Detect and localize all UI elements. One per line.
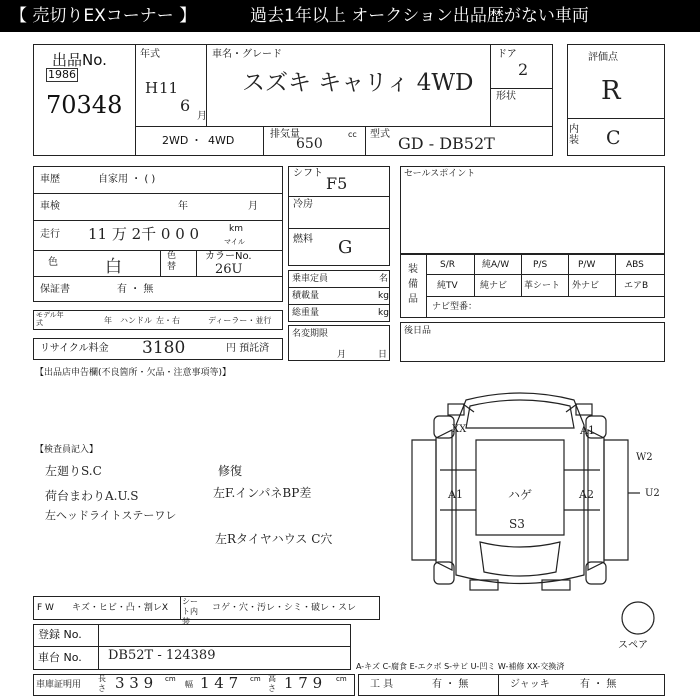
damage-legend: A-キズ C-腐食 E-エクボ S-サビ U-凹ミ W-補修 XX-交換済 [356, 662, 565, 671]
equip-airbag: エアB [624, 281, 649, 291]
color-no-value: 26U [215, 262, 243, 277]
spare-label: スペア [618, 640, 648, 651]
lot-label: 出品No. [52, 51, 107, 69]
banner-right-text: 過去1年以上 オークション出品歴がない車両 [250, 6, 589, 26]
warranty-label: 保証書 [40, 284, 70, 295]
fuel-label: 燃料 [293, 234, 313, 245]
damage-s3-label: S3 [509, 517, 525, 531]
door-value: 2 [518, 60, 529, 79]
handle-value: 左・右 [156, 316, 180, 325]
color-no-label: カラーNo. [205, 251, 252, 262]
equip-navi: 純ナビ [480, 281, 508, 291]
length-value: 3 3 9 [115, 674, 154, 692]
change-label: 名変期限 [292, 329, 329, 339]
jack-value: 有 ・ 無 [580, 679, 617, 690]
lot-number: 70348 [46, 91, 123, 119]
displacement-value: 650 [296, 136, 323, 152]
inspector-note-1: 左廻りS.C [45, 464, 102, 478]
history-label: 車歴 [40, 174, 60, 185]
seat-label: シート内装 [182, 597, 198, 626]
equip-pw: P/W [578, 260, 596, 270]
damage-a2-label: A2 [579, 488, 594, 501]
model-year-unit: 年 [104, 316, 112, 325]
height-label: 高さ [268, 674, 276, 693]
damage-u2-label: U2 [645, 488, 660, 499]
equip-abs: ABS [626, 260, 644, 270]
equip-leather: 革シート [524, 281, 561, 291]
seat-value: コゲ・穴・汚レ・シミ・破レ・スレ [212, 603, 357, 613]
jack-label: ジャッキ [510, 679, 550, 690]
shift-label: シフト [293, 168, 323, 179]
month-unit: 月 [197, 111, 207, 122]
drive-4wd: 4WD [208, 134, 235, 147]
warranty-value: 有 ・ 無 [117, 284, 154, 295]
inspection-year: 年 [178, 201, 188, 212]
width-value: 1 4 7 [200, 674, 239, 692]
model-value: GD - DB52T [398, 134, 495, 153]
shift-value: F5 [326, 174, 348, 193]
registration-label: 登録 No. [38, 628, 82, 641]
change-day: 日 [378, 350, 388, 360]
mileage-value: 11 万 2千 0 0 0 [88, 225, 200, 243]
capacity-label: 乗車定員 [292, 274, 329, 284]
equipment-label: 装備品 [408, 264, 418, 305]
equip-tv: 純TV [437, 281, 458, 291]
door-label: ドア [497, 49, 517, 60]
name-value: スズキ キャリィ 4WD [242, 70, 474, 96]
equip-ext-navi: 外ナビ [572, 281, 600, 291]
equip-aw: 純A/W [482, 260, 510, 270]
damage-a1-right-label: A1 [580, 424, 595, 437]
model-label: 型式 [370, 129, 390, 140]
chassis-label: 車台 No. [38, 651, 82, 664]
width-label: 幅 [185, 680, 193, 689]
score-label: 評価点 [588, 52, 618, 63]
mileage-unit-mile: マイル [224, 238, 245, 246]
damage-a1-left-label: A1 [448, 488, 463, 501]
width-unit: cm [250, 675, 261, 683]
interior-value: C [606, 127, 621, 149]
equip-sr: S/R [440, 260, 455, 270]
recycle-value: 3180 [142, 338, 186, 358]
year-era: H [145, 79, 159, 97]
drive-separator: ・ [191, 134, 202, 147]
chassis-value: DB52T - 124389 [108, 648, 216, 663]
damage-xx-label: XX [452, 424, 467, 435]
tools-value: 有 ・ 無 [432, 679, 469, 690]
displacement-label: 排気量 [270, 129, 300, 140]
load-unit: kg [378, 291, 389, 301]
tools-label: 工 具 [370, 679, 394, 690]
height-unit: cm [336, 675, 347, 683]
gross-unit: kg [378, 308, 389, 318]
score-value: R [601, 76, 621, 106]
color-change-label: 色替 [167, 251, 177, 272]
fuel-value: G [338, 237, 353, 258]
history-value: 自家用 ・ ( ) [98, 174, 156, 185]
displacement-unit: cc [348, 130, 357, 139]
drive-2wd: 2WD [162, 134, 189, 147]
shape-label: 形状 [496, 91, 516, 102]
inspection-month: 月 [248, 201, 258, 212]
color-value: 白 [105, 257, 122, 277]
inspector-note-3: 左ヘッドライトステーワレ [45, 509, 177, 522]
mileage-label: 走行 [40, 229, 60, 240]
navi-model-label: ナビ型番： [432, 302, 478, 312]
fw-value: キズ・ヒビ・凸・割レX [72, 603, 168, 613]
sales-point-label: セールスポイント [404, 169, 476, 179]
capacity-unit: 名 [379, 274, 389, 284]
handle-label: ハンドル [120, 316, 152, 325]
equip-ps: P/S [533, 260, 548, 270]
gross-label: 総重量 [292, 308, 320, 318]
dealer-label: ディーラー・並行 [208, 316, 272, 325]
year-value: 11 [159, 79, 179, 97]
ac-label: 冷房 [293, 199, 313, 210]
mileage-unit-km: km [229, 224, 243, 234]
inspector-note-4: 修復 [218, 464, 243, 478]
length-unit: cm [165, 675, 176, 683]
interior-label: 内装 [569, 124, 579, 146]
attachments-label: 後日品 [404, 326, 432, 336]
inspector-note-6: 左Rタイヤハウス C穴 [215, 532, 333, 546]
inspection-label: 車検 [40, 201, 60, 212]
model-year-label: モデル年式 [36, 311, 64, 327]
length-label: 長さ [98, 674, 106, 693]
lot-year: 1986 [48, 68, 76, 81]
load-label: 積載量 [292, 291, 320, 301]
notes-label: 【出品店申告欄(不良箇所・欠品・注意事項等)】 [35, 368, 232, 378]
color-label: 色 [48, 257, 58, 268]
fw-label: F W [37, 603, 54, 613]
damage-w2-label: W2 [636, 452, 653, 463]
year-label: 年式 [140, 49, 160, 60]
name-label: 車名・グレード [212, 49, 282, 60]
month-value: 6 [180, 96, 191, 115]
height-value: 1 7 9 [284, 674, 323, 692]
recycle-label: リサイクル料金 [40, 343, 109, 354]
inspector-note-5: 左F.インパネBP差 [213, 486, 312, 500]
recycle-unit: 円 預託済 [226, 343, 270, 354]
inspector-label: 【検査員記入】 [35, 445, 99, 455]
damage-hage-label: ハゲ [508, 488, 533, 502]
inspector-note-2: 荷台まわりA.U.S [45, 489, 139, 503]
garage-cert-label: 車庫証明用 [36, 680, 82, 690]
banner-left-text: 【 売切りEXコーナー 】 [10, 6, 197, 26]
change-month: 月 [337, 350, 347, 360]
